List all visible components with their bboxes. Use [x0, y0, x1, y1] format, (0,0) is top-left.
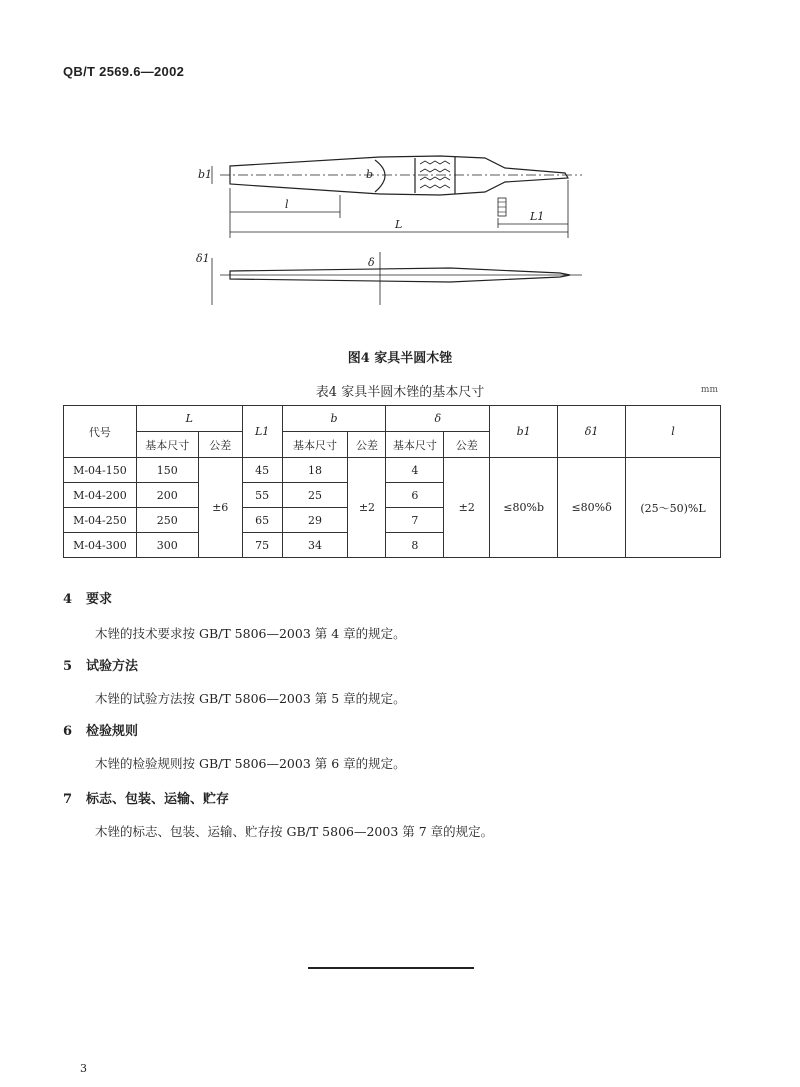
label-L: L: [395, 218, 403, 231]
cell-L: 250: [136, 508, 198, 533]
cell-L: 150: [136, 458, 198, 483]
label-l: l: [285, 198, 289, 211]
section-paragraph: 木锉的标志、包装、运输、贮存按 GB/T 5806—2003 第 7 章的规定。: [95, 824, 494, 839]
table-header-row: [64, 406, 721, 432]
cell-b1: ≤80%b: [490, 458, 558, 558]
header-b1: b1: [490, 406, 558, 458]
subheader-basic-size: 基本尺寸: [282, 432, 348, 458]
table-caption: 表4 家具半圆木锉的基本尺寸: [315, 385, 485, 400]
cell-delta-tolerance: ±2: [444, 458, 490, 558]
label-L1: L1: [530, 210, 545, 223]
label-b: b: [366, 168, 374, 181]
label-b1: b1: [198, 168, 213, 181]
cell-code: M-04-300: [64, 533, 137, 558]
subheader-basic-size: 基本尺寸: [386, 432, 444, 458]
cell-L: 200: [136, 483, 198, 508]
cell-delta: 4: [386, 458, 444, 483]
section-heading: 5 试验方法: [63, 659, 139, 674]
table-unit: mm: [700, 385, 718, 395]
header-L1: L1: [242, 406, 282, 458]
cell-l: (25～50)%L: [626, 458, 721, 558]
section-paragraph: 木锉的技术要求按 GB/T 5806—2003 第 4 章的规定。: [95, 626, 406, 641]
standard-code: QB/T 2569.6—2002: [63, 64, 185, 79]
subheader-tolerance: 公差: [444, 432, 490, 458]
file-drawing: [190, 140, 590, 315]
cell-code: M-04-150: [64, 458, 137, 483]
header-l: l: [626, 406, 721, 458]
dimensions-table: [63, 405, 721, 558]
section-paragraph: 木锉的检验规则按 GB/T 5806—2003 第 6 章的规定。: [95, 756, 406, 771]
cell-L1: 55: [242, 483, 282, 508]
cell-b: 34: [282, 533, 348, 558]
cell-b-tolerance: ±2: [348, 458, 386, 558]
section-heading: 6 检验规则: [63, 724, 139, 739]
file-outline-top-view: [230, 156, 568, 195]
header-delta1: δ1: [558, 406, 626, 458]
header-delta: δ: [386, 406, 490, 432]
cell-b: 18: [282, 458, 348, 483]
cell-delta: 6: [386, 483, 444, 508]
header-L: L: [136, 406, 242, 432]
label-delta: δ: [368, 256, 375, 269]
header-code: 代号: [64, 406, 137, 458]
table-row: [64, 458, 721, 483]
section-heading: 7 标志、包装、运输、贮存: [63, 792, 230, 807]
cell-L1: 75: [242, 533, 282, 558]
cell-code: M-04-250: [64, 508, 137, 533]
cell-delta: 8: [386, 533, 444, 558]
cell-L1: 65: [242, 508, 282, 533]
label-delta1: δ1: [196, 252, 210, 265]
cell-delta1: ≤80%δ: [558, 458, 626, 558]
section-heading: 4 要求: [63, 592, 113, 607]
cell-b: 25: [282, 483, 348, 508]
page-number: 3: [80, 1062, 87, 1075]
cell-L-tolerance: ±6: [198, 458, 242, 558]
subheader-tolerance: 公差: [198, 432, 242, 458]
subheader-tolerance: 公差: [348, 432, 386, 458]
cell-L1: 45: [242, 458, 282, 483]
cell-delta: 7: [386, 508, 444, 533]
header-b: b: [282, 406, 386, 432]
section-paragraph: 木锉的试验方法按 GB/T 5806—2003 第 5 章的规定。: [95, 691, 406, 706]
cell-code: M-04-200: [64, 483, 137, 508]
subheader-basic-size: 基本尺寸: [136, 432, 198, 458]
cell-b: 29: [282, 508, 348, 533]
end-rule: [308, 967, 474, 969]
figure-caption: 图4 家具半圆木锉: [347, 351, 453, 366]
cell-L: 300: [136, 533, 198, 558]
